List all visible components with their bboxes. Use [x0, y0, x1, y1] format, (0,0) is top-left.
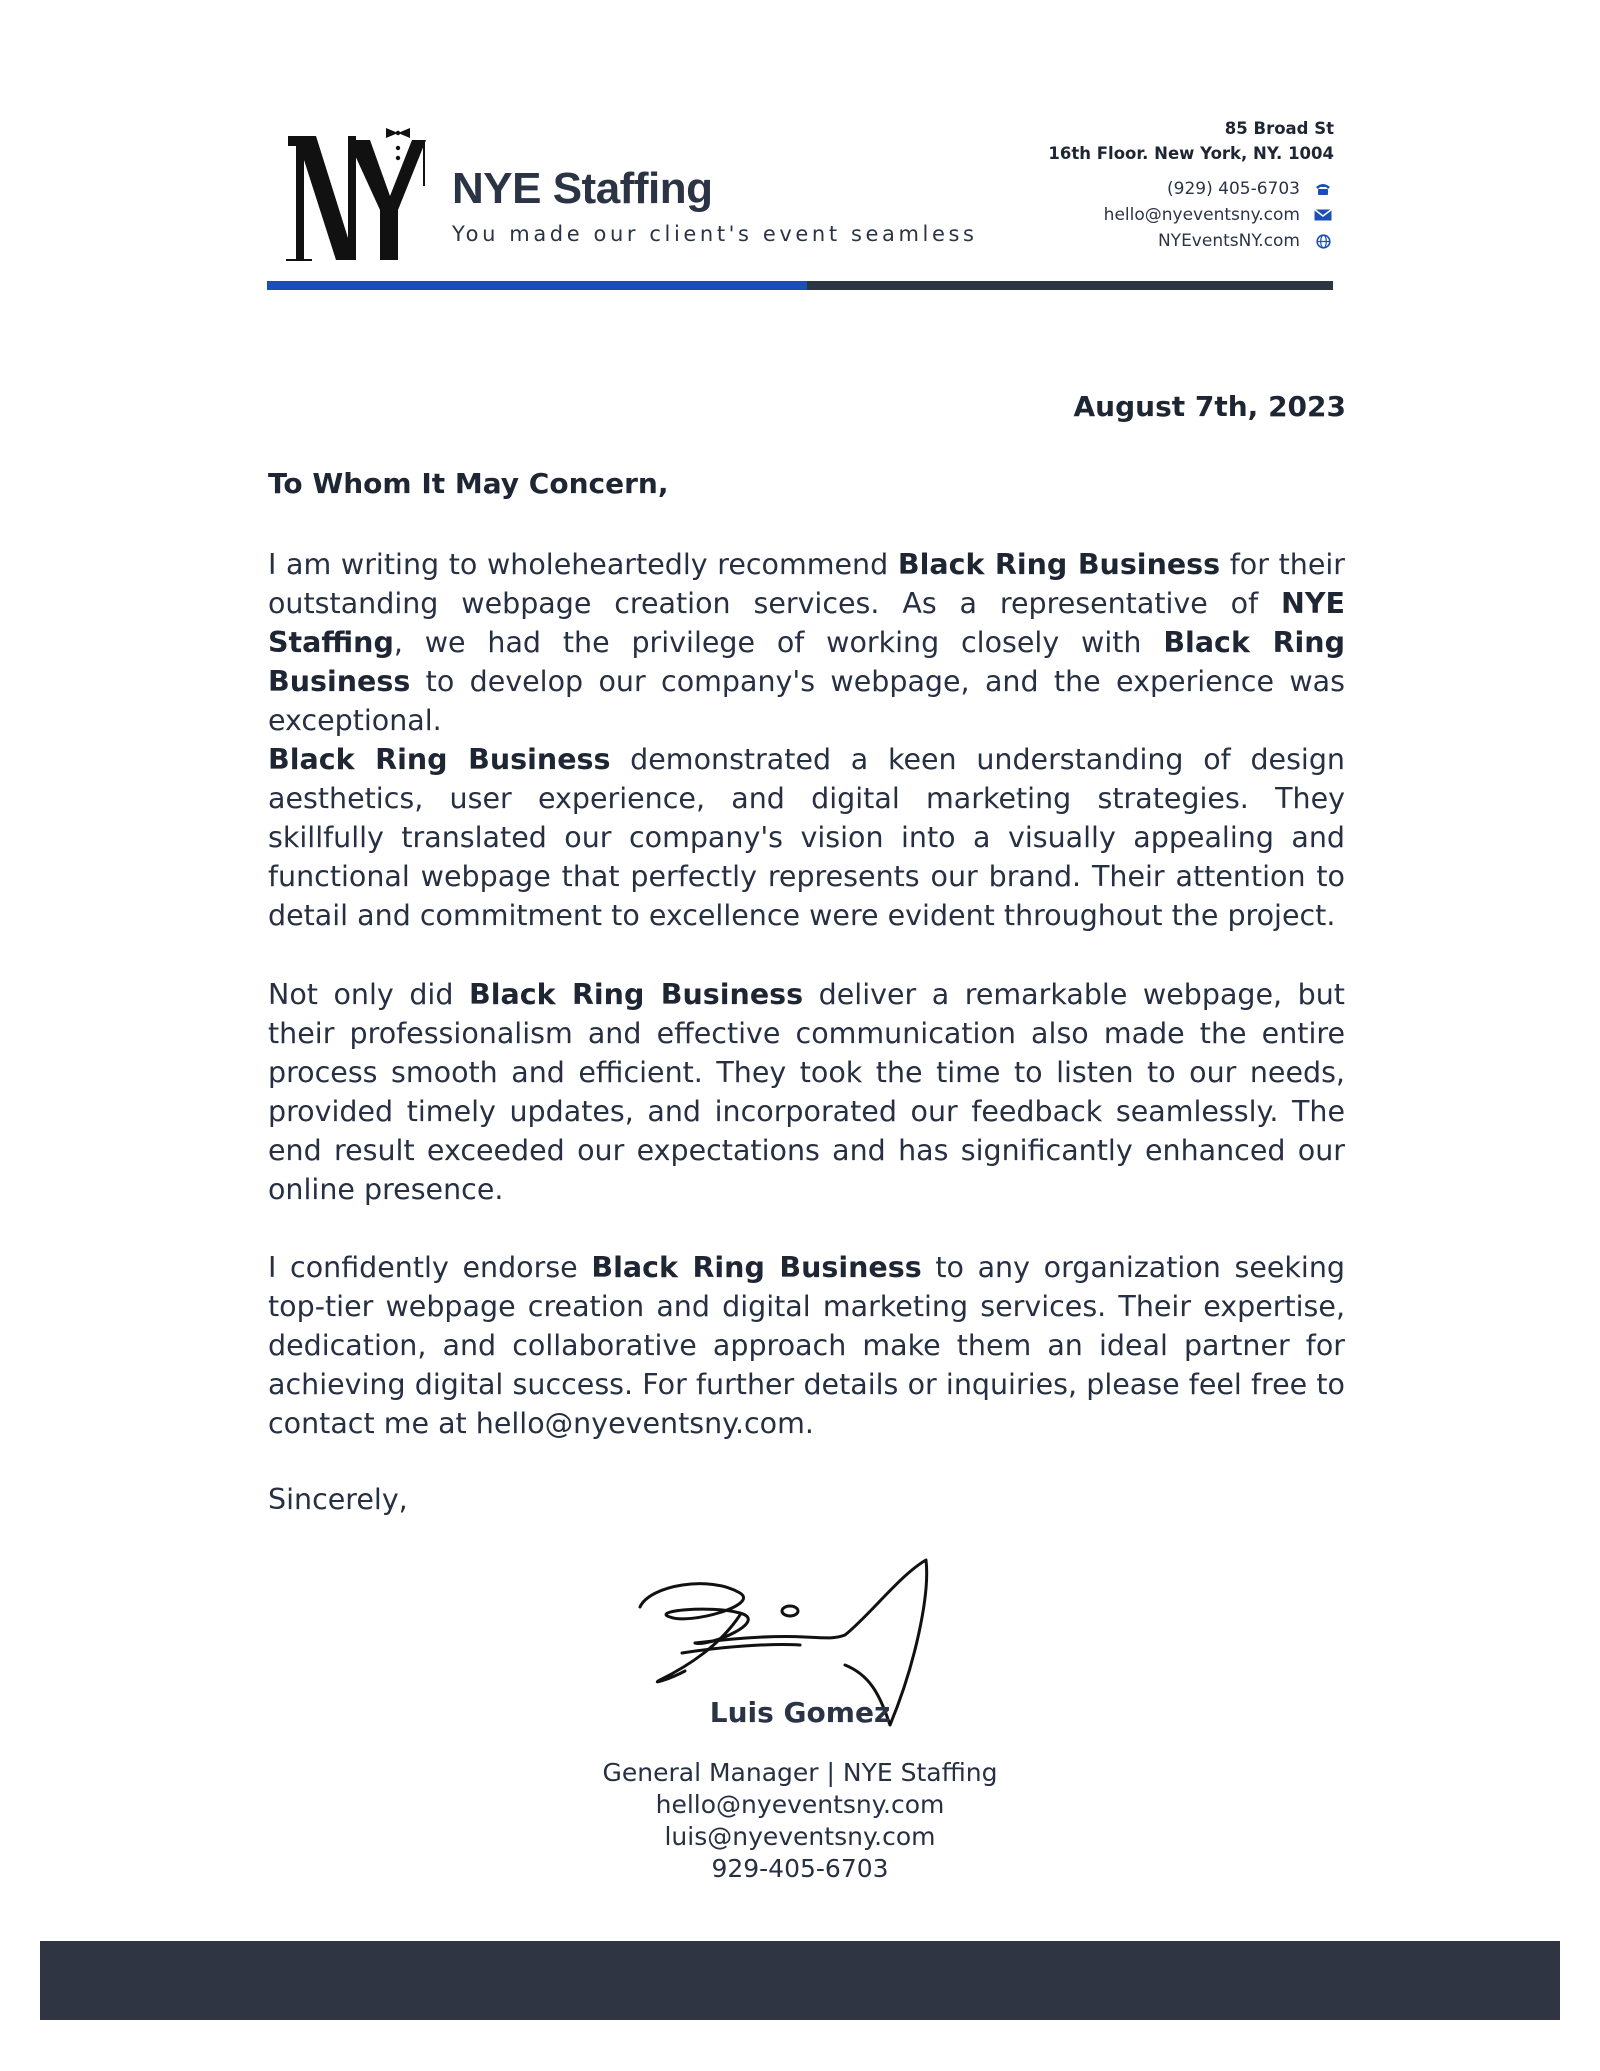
signer-name: Luis Gomez — [709, 1696, 891, 1729]
letter-closing: Sincerely, — [268, 1483, 408, 1516]
mail-icon — [1312, 207, 1334, 223]
contact-email-row — [1048, 202, 1334, 228]
contact-email: hello@nyeventsny.com — [1103, 205, 1300, 225]
p3-text-2: deliver a remarkable webpage, but their professionalism and effective communication also made the entire process smooth and efficient. They took the time to listen to our needs, provided timely updates, and incorporated our feedback seamlessly. The end result exceeded our expectations and has significantly enhanced our online presence. — [268, 978, 1345, 1206]
p2-text-1: demonstrated a keen understanding of design aesthetics, user experience, and digital marketing strategies. They skillfully translated our company's vision into a visually appealing and functional webpage that perfectly represents our brand. Their attention to detail and commitment to excellence were evident throughout the project. — [268, 743, 1345, 932]
header-rule-dark — [807, 281, 1333, 290]
letter-date: August 7th, 2023 — [1073, 390, 1346, 423]
p1-text-1: I am writing to wholeheartedly recommend — [268, 548, 898, 581]
footer-bar — [40, 1941, 1560, 2020]
contact-phone-row — [1048, 176, 1334, 202]
p1-bold-3: Black Ring Business — [268, 626, 1345, 698]
contact-website-row — [1048, 228, 1334, 254]
letter-salutation: To Whom It May Concern, — [268, 467, 669, 500]
p1-text-3: , we had the privilege of working closely with — [393, 626, 1164, 659]
paragraph-4 — [268, 1248, 1345, 1443]
p2-bold-1: Black Ring Business — [268, 743, 611, 776]
paragraph-2 — [268, 740, 1345, 935]
contact-phone: (929) 405-6703 — [1167, 179, 1300, 199]
p4-text-2: to any organization seeking top-tier webpage creation and digital marketing services. Their expertise, dedication, and collaborative approach make them an ideal partner for achieving digital success. For further details or inquiries, please feel free to contact me at hello@nyeventsny.com. — [268, 1251, 1345, 1440]
p3-text-1: Not only did — [268, 978, 469, 1011]
p3-bold-1: Black Ring Business — [468, 978, 804, 1011]
company-name: NYE Staffing — [452, 164, 713, 213]
header-rule-blue — [267, 281, 807, 290]
p1-bold-1: Black Ring Business — [897, 548, 1221, 581]
p1-bold-2: NYE Staffing — [268, 587, 1345, 659]
p4-text-1: I confidently endorse — [268, 1251, 592, 1284]
phone-icon — [1312, 181, 1334, 197]
p1-text-2: for their outstanding webpage creation services. As a representative of — [268, 548, 1345, 620]
contact-block — [1048, 116, 1334, 254]
signer-title: General Manager | NYE Staffing — [602, 1758, 998, 1787]
paragraph-1 — [268, 545, 1345, 740]
signer-email-1: hello@nyeventsny.com — [655, 1790, 945, 1819]
company-tagline: You made our client's event seamless — [452, 222, 978, 246]
ny-logo-icon — [286, 126, 436, 264]
signer-phone: 929-405-6703 — [711, 1854, 889, 1883]
signer-email-2: luis@nyeventsny.com — [664, 1822, 936, 1851]
globe-icon — [1312, 233, 1334, 249]
contact-website: NYEventsNY.com — [1157, 231, 1300, 251]
p1-text-4: to develop our company's webpage, and the experience was exceptional. — [268, 665, 1345, 737]
paragraph-3 — [268, 975, 1345, 1209]
signer-details — [0, 1757, 1600, 1885]
address-line-2: 16th Floor. New York, NY. 1004 — [1048, 144, 1334, 163]
address-line-1: 85 Broad St — [1224, 119, 1334, 138]
p4-bold-1: Black Ring Business — [591, 1251, 922, 1284]
